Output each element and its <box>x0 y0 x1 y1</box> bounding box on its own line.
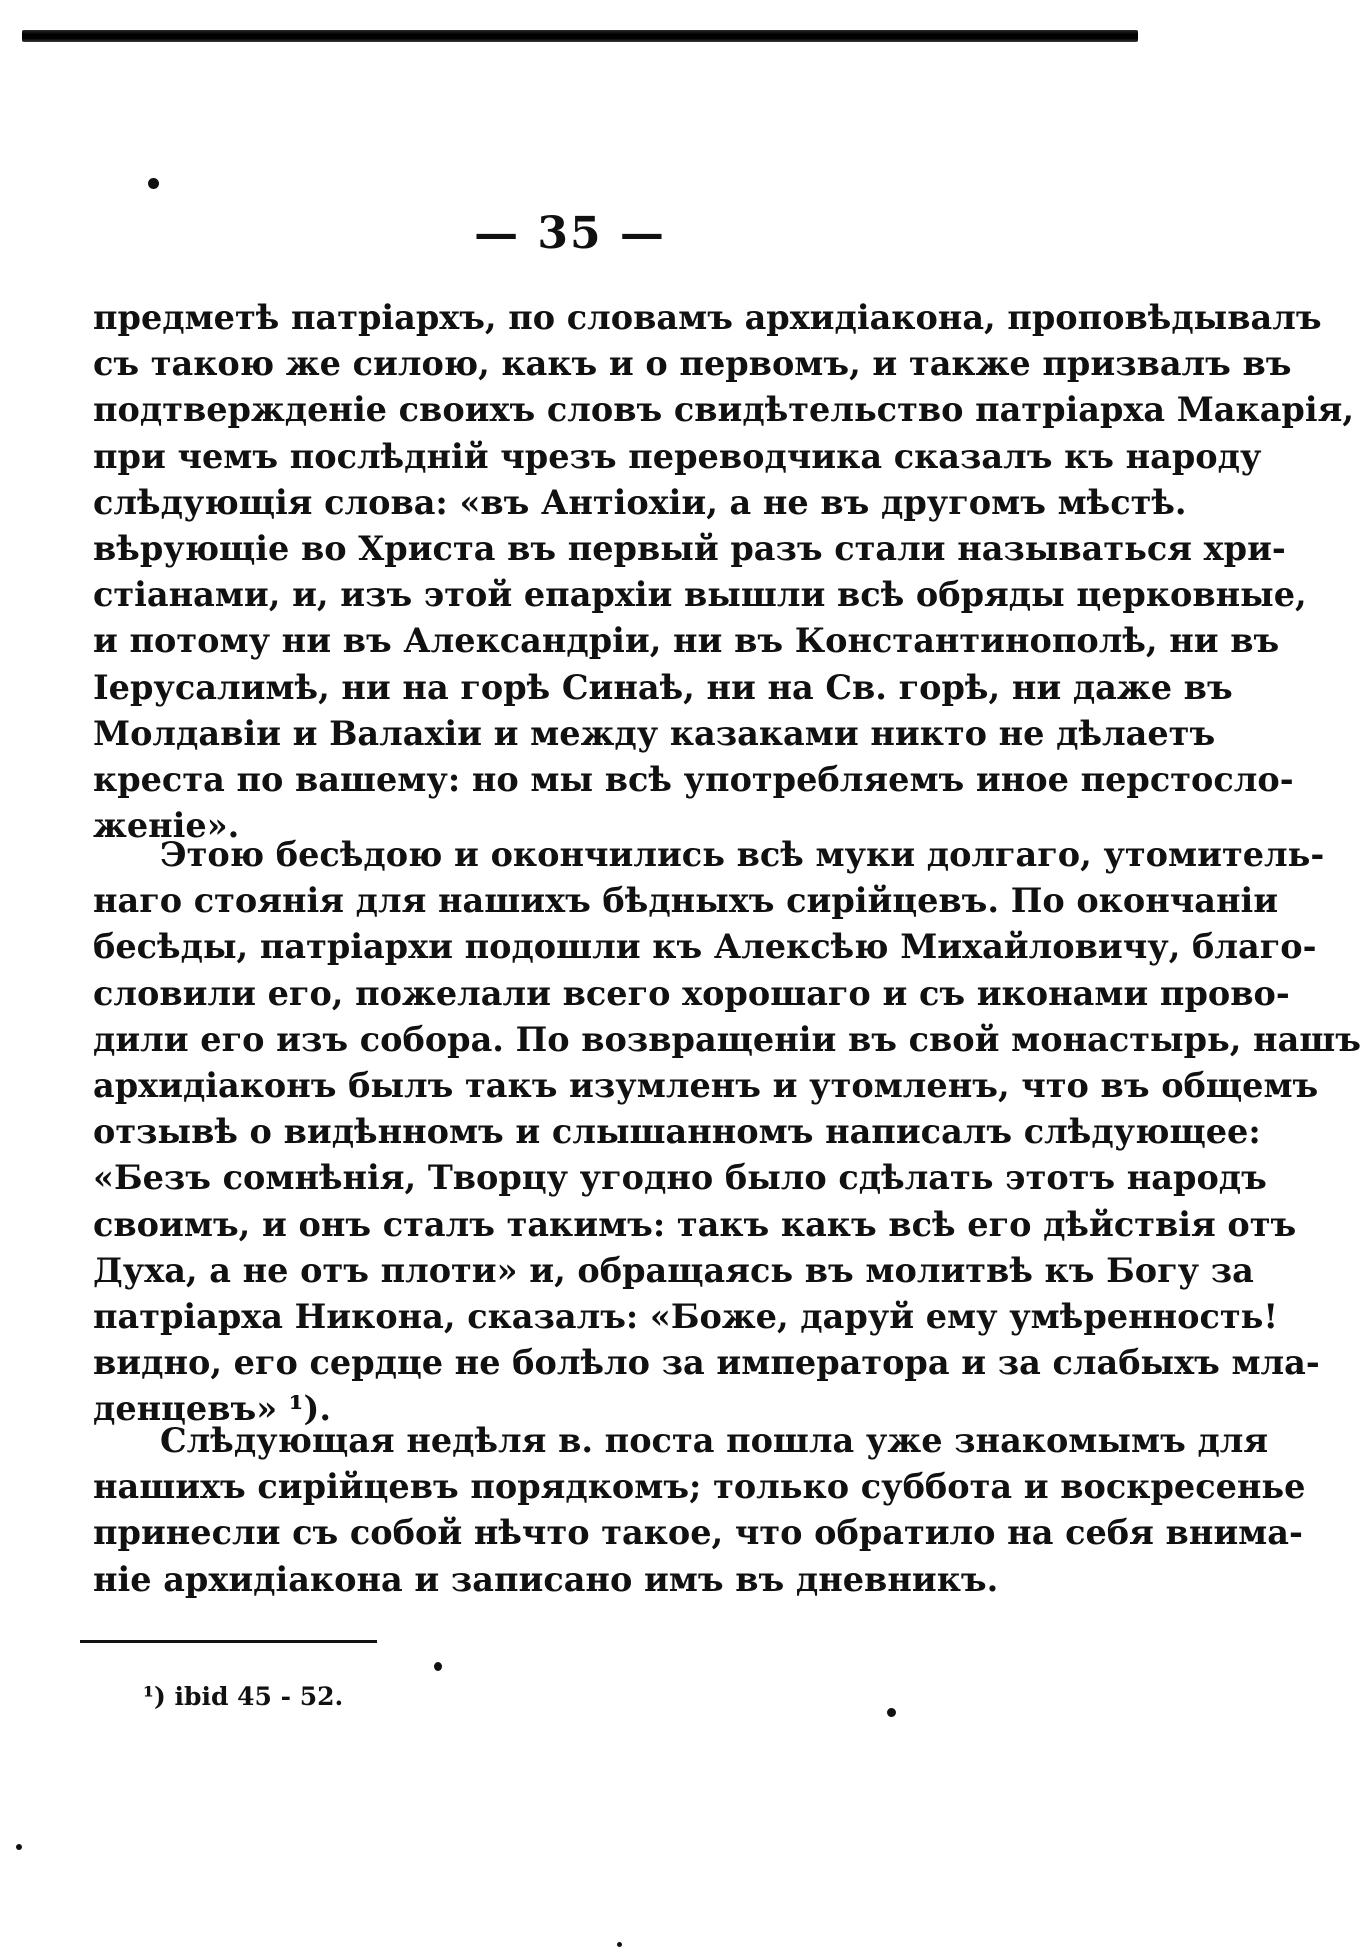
paragraph-2 <box>93 832 1361 1432</box>
paragraph-3 <box>93 1418 1306 1603</box>
text-line: подтвержденіе своихъ словъ свидѣтельство патріарха Макарія, <box>93 390 1354 430</box>
top-border-rule <box>22 30 1138 42</box>
text-line: Молдавіи и Валахіи и между казаками никто не дѣлаетъ <box>93 713 1216 753</box>
scan-speck <box>434 1662 442 1671</box>
text-line: креста по вашему: но мы всѣ употребляемъ иное перстосло- <box>93 759 1294 799</box>
text-line: Іерусалимѣ, ни на горѣ Синаѣ, ни на Св. горѣ, ни даже въ <box>93 667 1233 707</box>
text-line: вѣрующіе во Христа въ первый разъ стали называться хри- <box>93 528 1286 568</box>
scan-speck <box>617 1942 622 1947</box>
text-line: и потому ни въ Александріи, ни въ Константинополѣ, ни въ <box>93 621 1280 661</box>
text-line: бесѣды, патріархи подошли къ Алексѣю Михайловичу, благо- <box>93 927 1317 967</box>
text-line: наго стоянія для нашихъ бѣдныхъ сирійцевъ. По окончаніи <box>93 881 1279 921</box>
text-line: при чемъ послѣдній чрезъ переводчика сказалъ къ народу <box>93 436 1262 476</box>
text-line: архидіаконъ былъ такъ изумленъ и утомленъ, что въ общемъ <box>93 1065 1319 1105</box>
paragraph-1 <box>93 295 1354 849</box>
footnote-divider <box>80 1640 377 1643</box>
text-line: Слѣдующая недѣля в. поста пошла уже знакомымъ для <box>160 1421 1269 1460</box>
text-line: слѣдующія слова: «въ Антіохіи, а не въ другомъ мѣстѣ. <box>93 482 1187 522</box>
text-line: денцевъ» ¹). <box>93 1389 331 1429</box>
scan-speck <box>148 178 159 189</box>
page-number: — 35 — <box>474 208 666 259</box>
text-line: съ такою же силою, какъ и о первомъ, и также призвалъ въ <box>93 344 1292 384</box>
text-line: своимъ, и онъ сталъ такимъ: такъ какъ всѣ его дѣйствія отъ <box>93 1204 1297 1244</box>
text-line: стіанами, и, изъ этой епархіи вышли всѣ обряды церковные, <box>93 575 1307 615</box>
text-line: словили его, пожелали всего хорошаго и съ иконами прово- <box>93 973 1290 1013</box>
text-line: видно, его сердце не болѣло за императора и за слабыхъ мла- <box>93 1343 1320 1383</box>
text-line: дили его изъ собора. По возвращеніи въ свой монастырь, нашъ <box>93 1019 1361 1059</box>
scan-speck <box>887 1708 896 1717</box>
text-line: нашихъ сирійцевъ порядкомъ; только суббота и воскресенье <box>93 1467 1306 1507</box>
text-line: «Безъ сомнѣнія, Творцу угодно было сдѣлать этотъ народъ <box>93 1158 1267 1198</box>
text-line: предметѣ патріархъ, по словамъ архидіакона, проповѣдывалъ <box>93 298 1322 337</box>
text-line: женіе». <box>93 806 240 846</box>
text-line: ніе архидіакона и записано имъ въ дневникъ. <box>93 1559 999 1599</box>
text-line: Духа, а не отъ плоти» и, обращаясь въ молитвѣ къ Богу за <box>93 1250 1254 1290</box>
footnote: ¹) ibid 45 - 52. <box>143 1682 344 1711</box>
scan-speck <box>16 1844 22 1850</box>
text-line: Этою бесѣдою и окончились всѣ муки долгаго, утомитель- <box>160 835 1325 874</box>
text-line: принесли съ собой нѣчто такое, что обратило на себя внима- <box>93 1513 1303 1553</box>
text-line: патріарха Никона, сказалъ: «Боже, даруй ему умѣренность! <box>93 1296 1279 1336</box>
text-line: отзывѣ о видѣнномъ и слышанномъ написалъ слѣдующее: <box>93 1112 1261 1152</box>
